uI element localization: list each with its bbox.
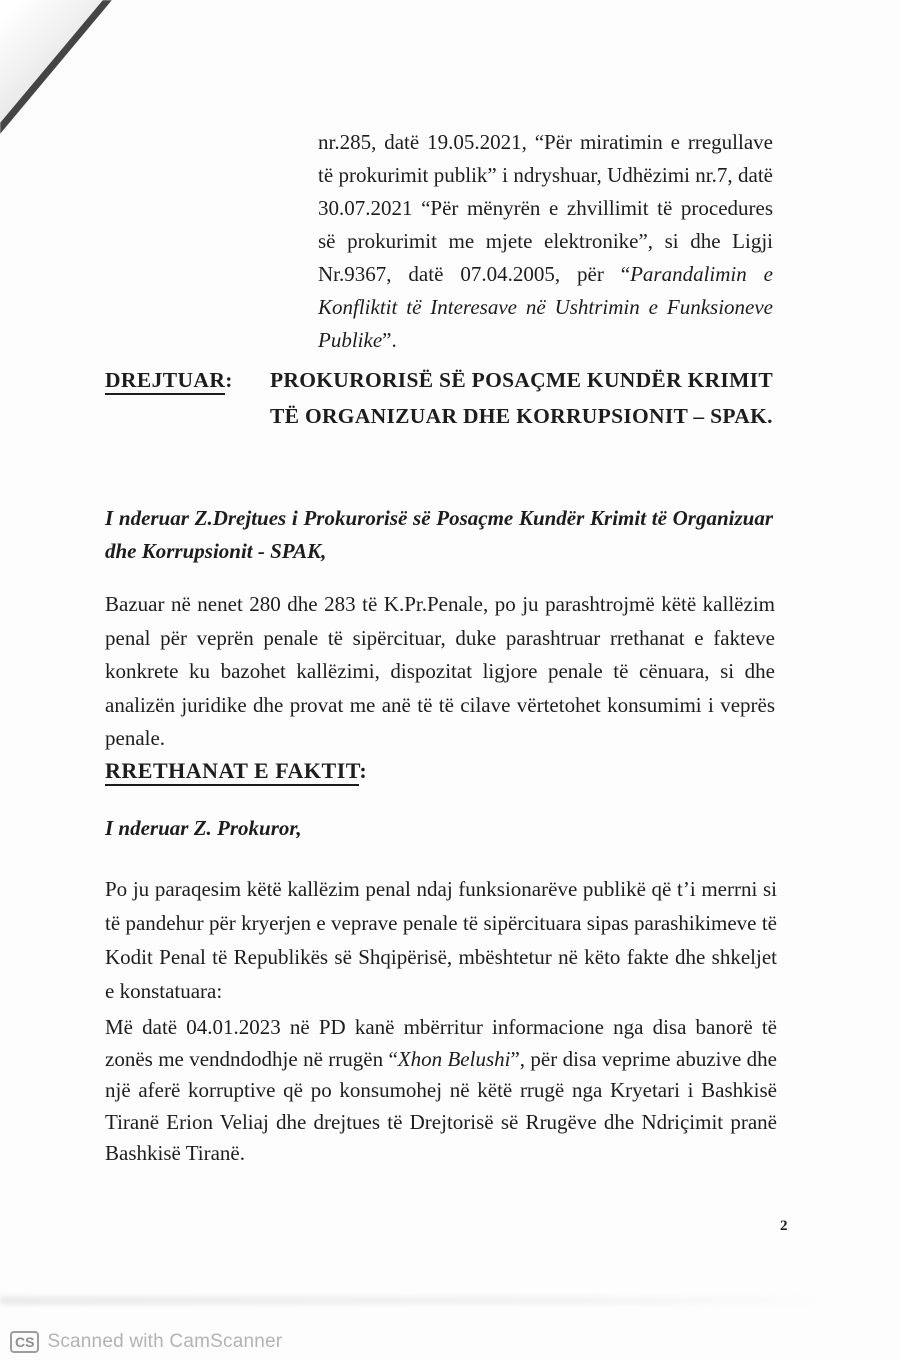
camscanner-watermark xyxy=(10,1331,282,1353)
paragraph-facts-date xyxy=(105,1012,777,1170)
addressed-to-label-text: DREJTUAR xyxy=(105,368,225,395)
section-heading-facts xyxy=(105,758,367,784)
section-heading-text: RRETHANAT E FAKTIT xyxy=(105,758,359,786)
salutation-prosecutor: I nderuar Z. Prokuror, xyxy=(105,816,302,840)
facts-date-text: Më datë 04.01.2023 në PD kanë mbërritur informacione nga disa banorë të zonës me vendndodhje në rrugën “ xyxy=(105,1015,777,1071)
salutation-director: I nderuar Z.Drejtues i Prokurorisë së Posaçme Kundër Krimit të Organizuar dhe Korrupsionit - SPAK, xyxy=(105,506,773,563)
facts-date-continuation: ”, për disa veprime abuzive dhe një aferë korruptive që po konsumohej në këtë rrugë nga Kryetari i Bashkisë Tiranë Erion Veliaj dhe drejtues të Drejtorisë së Rrugëve dhe Ndriçimit pranë Bashkisë Tiranë. xyxy=(105,1046,777,1165)
paragraph-legal-basis: Bazuar në nenet 280 dhe 283 të K.Pr.Penale, po ju parashtrojmë këtë kallëzim penal për veprën penale të sipërcituar, duke parashtruar rrethanat e fakteve konkrete ku bazohet kallëzimi, dispozitat ligjore penale të cënuara, si dhe analizën juridike dhe provat me anë të të cilave vërtetohet konsumimi i veprës penale. xyxy=(105,592,775,750)
scan-artifact-smudge xyxy=(0,1296,840,1305)
addressed-to-label-colon: : xyxy=(225,368,233,392)
legal-refs-closing: ”. xyxy=(382,328,397,352)
addressed-to-block xyxy=(105,362,773,434)
addressed-to-label xyxy=(105,362,270,398)
addressed-to-recipient: PROKURORISË SË POSAÇME KUNDËR KRIMIT TË ORGANIZUAR DHE KORRUPSIONIT – SPAK. xyxy=(270,368,773,428)
section-heading-colon: : xyxy=(359,758,368,783)
legal-refs-text: nr.285, datë 19.05.2021, “Për miratimin e rregullave të prokurimit publik” i ndryshuar, Udhëzimi nr.7, datë 30.07.2021 “Për mënyrën e zhvillimit të procedures së prokurimit me mjete elektronike”, si dhe Ligji Nr.9367, datë 07.04.2005, për “ xyxy=(318,130,773,286)
paragraph-complaint-statement: Po ju paraqesim këtë kallëzim penal ndaj funksionarëve publikë që t’i merrni si të pandehur për kryerjen e veprave penale të sipërcituara sipas parashikimeve të Kodit Penal të Republikës së Shqipërisë, mbështetur në këto fakte dhe shkeljet e konstatuara: xyxy=(105,877,777,1003)
legal-refs-law-title-italic: Parandalimin e Konfliktit të Interesave në Ushtrimin e Funksioneve Publike xyxy=(318,262,773,352)
page-number: 2 xyxy=(780,1218,788,1234)
street-name-italic: Xhon Belushi xyxy=(397,1046,511,1071)
camscanner-watermark-text: Scanned with CamScanner xyxy=(47,1331,283,1353)
camscanner-logo-icon: CS xyxy=(10,1331,39,1353)
paragraph-legal-references xyxy=(318,126,773,357)
